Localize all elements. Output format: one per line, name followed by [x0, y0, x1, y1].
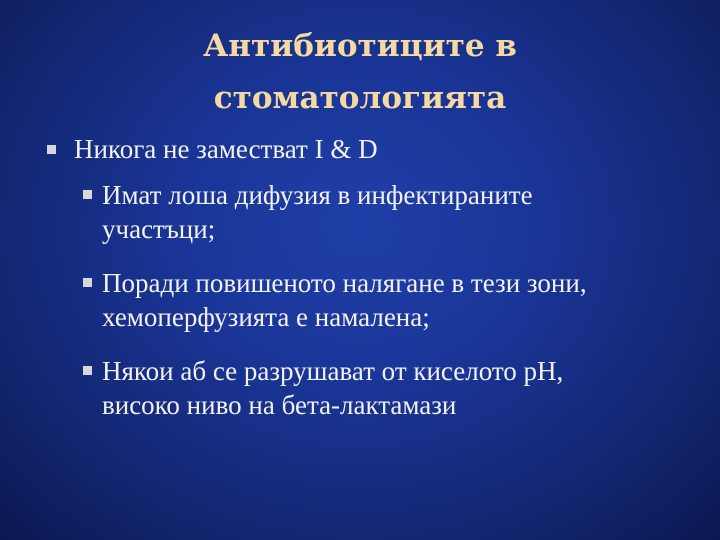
- slide-title: [0, 20, 720, 124]
- bullet-item-2: [102, 178, 533, 246]
- bullet-item-3: [102, 266, 587, 334]
- square-bullet-icon: [83, 278, 92, 287]
- square-bullet-icon: [83, 366, 92, 375]
- bullet-item-4-line-2: високо ниво на бета-лактамази: [102, 390, 457, 420]
- bullet-item-3-line-2: хемоперфузията е намалена;: [102, 302, 430, 332]
- slide-title-line-1: Антибиотиците в: [203, 28, 517, 64]
- bullet-item-3-line-1: Поради повишеното налягане в тези зони,: [102, 268, 587, 298]
- bullet-item-2-line-2: участъци;: [102, 214, 216, 244]
- square-bullet-icon: [83, 190, 92, 199]
- bullet-item-4: [102, 354, 563, 422]
- bullet-item-1-line-1: Никога не заместват I & D: [74, 134, 378, 164]
- bullet-item-2-line-1: Имат лоша дифузия в инфектираните: [102, 180, 533, 210]
- bullet-item-4-line-1: Някои аб се разрушават от киселото pH,: [102, 356, 564, 386]
- square-bullet-icon: [47, 145, 56, 154]
- bullet-item-1: [74, 132, 378, 166]
- slide-title-line-2: стоматологията: [213, 80, 507, 116]
